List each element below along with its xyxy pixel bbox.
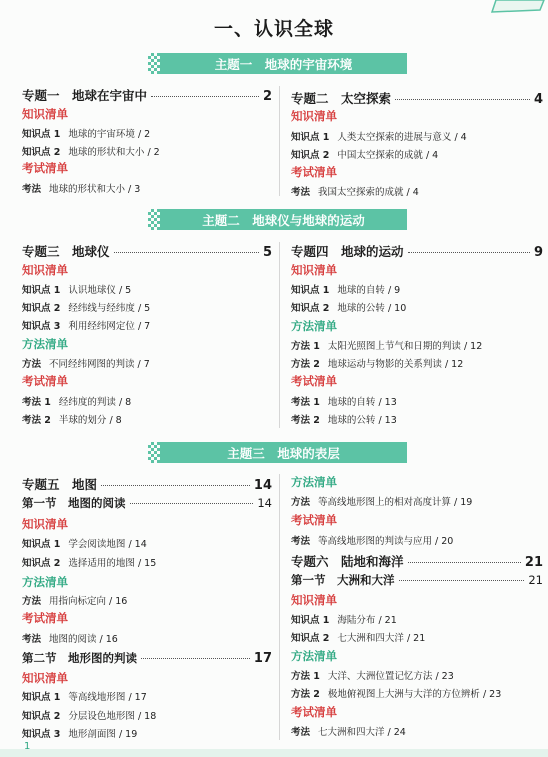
topic-title: 专题一 地球在宇宙中	[22, 88, 148, 103]
list-item[interactable]: 知识点 2 分层设色地形图 / 18	[22, 711, 157, 722]
dot-leader	[114, 252, 259, 253]
column-divider	[279, 474, 280, 740]
banner-checker-decoration	[148, 442, 160, 463]
list-item[interactable]: 知识点 2 选择适用的地图 / 15	[22, 558, 157, 569]
theme-banner-3	[160, 442, 407, 463]
theme-banner-label: 主题三 地球的表层	[227, 445, 340, 461]
bottom-band-decoration	[0, 749, 548, 757]
list-item[interactable]: 方法 1 太阳光照图上节气和日期的判读 / 12	[291, 341, 483, 352]
column-divider	[279, 86, 280, 196]
knowledge-label: 知识清单	[291, 109, 337, 123]
list-item[interactable]: 考法 2 半球的划分 / 8	[22, 415, 122, 426]
exam-label: 考试清单	[22, 161, 68, 175]
column-divider	[279, 242, 280, 428]
topic-title: 专题五 地图	[22, 477, 98, 492]
theme-banner-label: 主题二 地球仪与地球的运动	[202, 212, 365, 228]
dot-leader	[151, 96, 259, 97]
exam-label: 考试清单	[291, 165, 337, 179]
knowledge-label: 知识清单	[291, 263, 337, 277]
theme-banner-label: 主题一 地球的宇宙环境	[214, 56, 353, 72]
topic-4-heading[interactable]	[291, 242, 543, 260]
dot-leader	[395, 99, 530, 100]
topic-title: 专题六 陆地和海洋	[291, 554, 404, 569]
topic-page: 9	[533, 245, 543, 260]
topic-title: 专题三 地球仪	[22, 244, 110, 259]
dot-leader	[141, 658, 250, 659]
list-item[interactable]: 考法 地图的阅读 / 16	[22, 634, 118, 645]
list-item[interactable]: 考法 七大洲和四大洋 / 24	[291, 727, 406, 738]
section-page: 21	[528, 573, 543, 587]
method-label: 方法清单	[291, 475, 337, 489]
topic-title: 专题二 太空探索	[291, 91, 392, 106]
list-item[interactable]: 考法 我国太空探索的成就 / 4	[291, 187, 419, 198]
dot-leader	[408, 562, 521, 563]
list-item[interactable]: 考法 1 经纬度的判读 / 8	[22, 397, 132, 408]
topic-1-heading[interactable]	[22, 86, 272, 104]
list-item[interactable]: 方法 等高线地形图上的相对高度计算 / 19	[291, 497, 473, 508]
section-page: 17	[253, 651, 272, 666]
exam-label: 考试清单	[291, 705, 337, 719]
section-3-heading[interactable]	[291, 572, 543, 588]
list-item[interactable]: 方法 2 极地俯视图上大洲与大洋的方位辨析 / 23	[291, 689, 502, 700]
topic-title: 专题四 地球的运动	[291, 244, 404, 259]
exam-label: 考试清单	[22, 374, 68, 388]
list-item[interactable]: 方法 不同经纬网图的判读 / 7	[22, 359, 150, 370]
topic-page: 5	[262, 245, 272, 260]
banner-checker-decoration	[148, 209, 160, 230]
list-item[interactable]: 知识点 1 认识地球仪 / 5	[22, 285, 132, 296]
topic-page: 21	[524, 555, 543, 570]
list-item[interactable]: 知识点 1 海陆分布 / 21	[291, 615, 397, 626]
method-label: 方法清单	[291, 649, 337, 663]
section-1-heading[interactable]	[22, 495, 272, 511]
topic-5-heading[interactable]	[22, 475, 272, 493]
theme-banner-2	[160, 209, 407, 230]
page-title: 一、认识全球	[213, 18, 334, 40]
list-item[interactable]: 考法 等高线地形图的判读与应用 / 20	[291, 536, 454, 547]
topic-page: 4	[533, 92, 543, 107]
method-label: 方法清单	[291, 319, 337, 333]
list-item[interactable]: 知识点 2 七大洲和四大洋 / 21	[291, 633, 426, 644]
section-title: 第一节 大洲和大洋	[291, 573, 395, 587]
theme-banner-1	[160, 53, 407, 74]
dot-leader	[399, 580, 525, 581]
list-item[interactable]: 知识点 2 经纬线与经纬度 / 5	[22, 303, 151, 314]
topic-page: 14	[253, 478, 272, 493]
section-title: 第二节 地形图的判读	[22, 651, 137, 665]
knowledge-label: 知识清单	[22, 671, 68, 685]
dot-leader	[101, 485, 250, 486]
exam-label: 考试清单	[291, 513, 337, 527]
exam-label: 考试清单	[291, 374, 337, 388]
list-item[interactable]: 方法 2 地球运动与物影的关系判读 / 12	[291, 359, 464, 370]
topic-2-heading[interactable]	[291, 89, 543, 107]
method-label: 方法清单	[22, 575, 68, 589]
list-item[interactable]: 知识点 1 人类太空探索的进展与意义 / 4	[291, 132, 467, 143]
knowledge-label: 知识清单	[291, 593, 337, 607]
list-item[interactable]: 知识点 3 利用经纬网定位 / 7	[22, 321, 151, 332]
list-item[interactable]: 方法 1 大洋、大洲位置记忆方法 / 23	[291, 671, 454, 682]
list-item[interactable]: 方法 用指向标定向 / 16	[22, 596, 128, 607]
list-item[interactable]: 考法 2 地球的公转 / 13	[291, 415, 397, 426]
knowledge-label: 知识清单	[22, 517, 68, 531]
dot-leader	[408, 252, 530, 253]
topic-6-heading[interactable]	[291, 552, 543, 570]
dot-leader	[130, 503, 254, 504]
topic-3-heading[interactable]	[22, 242, 272, 260]
page-number: 1	[24, 741, 31, 752]
list-item[interactable]: 考法 1 地球的自转 / 13	[291, 397, 397, 408]
list-item[interactable]: 知识点 1 地球的自转 / 9	[291, 285, 401, 296]
topic-page: 2	[262, 89, 272, 104]
list-item[interactable]: 知识点 1 地球的宇宙环境 / 2	[22, 129, 151, 140]
banner-checker-decoration	[148, 53, 160, 74]
exam-label: 考试清单	[22, 611, 68, 625]
list-item[interactable]: 知识点 3 地形剖面图 / 19	[22, 729, 138, 740]
list-item[interactable]: 知识点 2 地球的公转 / 10	[291, 303, 407, 314]
section-page: 14	[257, 496, 272, 510]
list-item[interactable]: 知识点 1 学会阅读地图 / 14	[22, 539, 147, 550]
knowledge-label: 知识清单	[22, 107, 68, 121]
corner-notebook-decoration	[488, 0, 548, 14]
list-item[interactable]: 知识点 2 中国太空探索的成就 / 4	[291, 150, 439, 161]
list-item[interactable]: 知识点 2 地球的形状和大小 / 2	[22, 147, 160, 158]
section-title: 第一节 地图的阅读	[22, 496, 126, 510]
list-item[interactable]: 知识点 1 等高线地形图 / 17	[22, 692, 147, 703]
method-label: 方法清单	[22, 337, 68, 351]
knowledge-label: 知识清单	[22, 263, 68, 277]
list-item[interactable]: 考法 地球的形状和大小 / 3	[22, 184, 141, 195]
section-2-heading[interactable]	[22, 650, 272, 666]
